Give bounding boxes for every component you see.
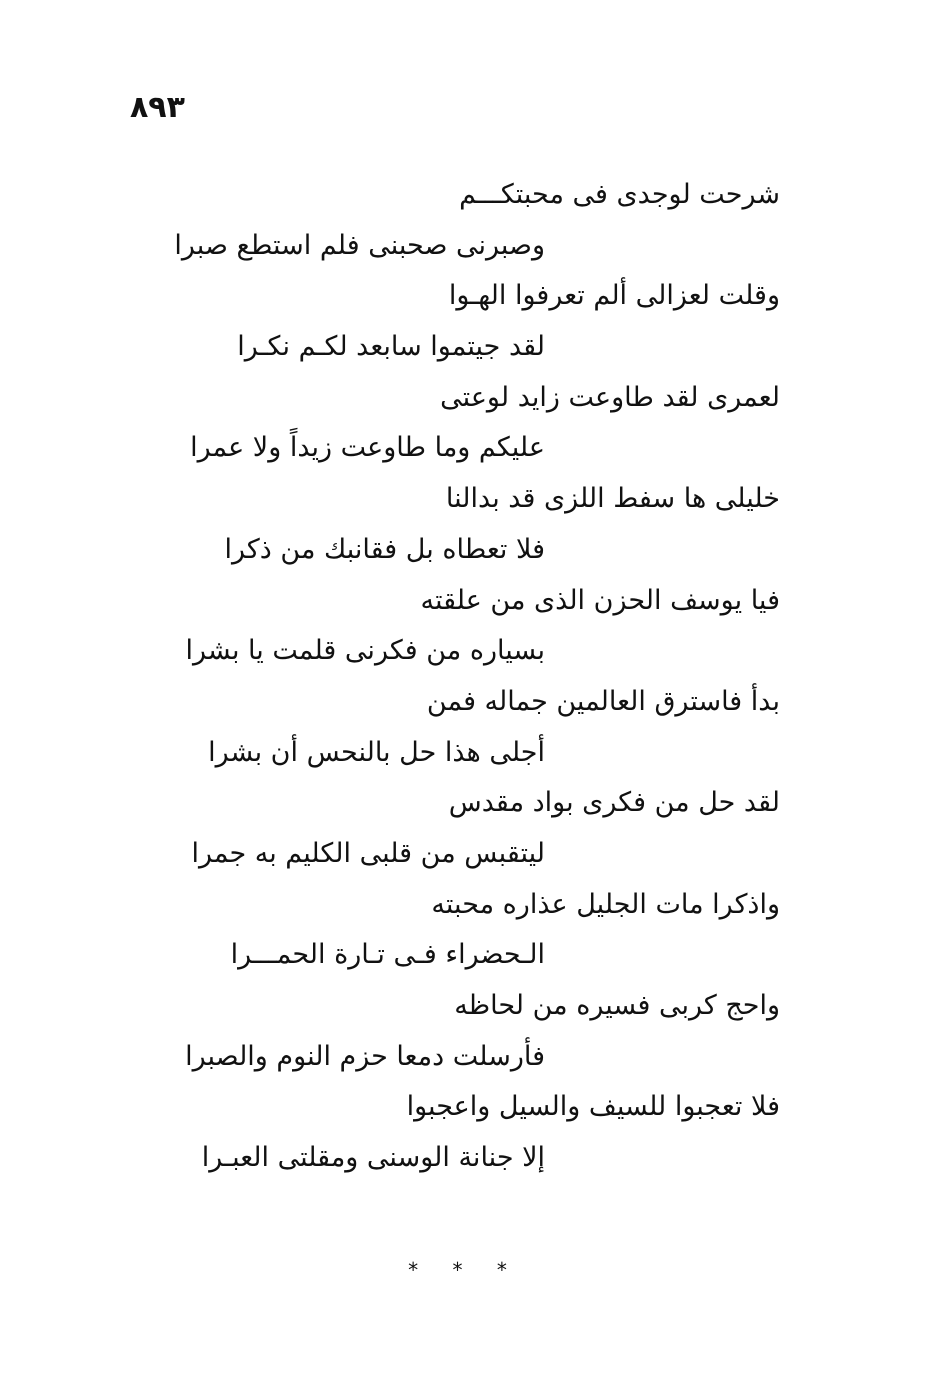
verse-line: وصبرنى صحبنى فلم استطع صبرا — [174, 229, 545, 261]
verse-line: فلا تعطاه بل فقانبك من ذكرا — [224, 533, 545, 565]
verse-line: فيا يوسف الحزن الذى من علقته — [420, 584, 780, 616]
verse-line: لقد جيتموا سابعد لكـم نكـرا — [237, 331, 545, 363]
verse-line: الـحضراء فـى تـارة الحمـــرا — [230, 939, 545, 971]
verse-line: شرحت لوجدى فى محبتكـــم — [459, 179, 780, 210]
page-number: ٨٩٣ — [130, 90, 185, 125]
verse-line: فأرسلت دمعا حزم النوم والصبرا — [185, 1040, 545, 1072]
verse-line: خليلى ها سفط اللزى قد بدالنا — [445, 483, 780, 515]
verse-line: فلا تعجبوا للسيف والسيل واعجبوا — [406, 1091, 780, 1123]
verse-line: بدأ فاسترق العالمين جماله فمن — [426, 685, 780, 717]
verse-line: لقد حل من فكرى بواد مقدس — [448, 787, 780, 819]
section-ornament: * * * — [408, 1258, 521, 1282]
verse-line: ليتقبس من قلبى الكليم به جمرا — [191, 837, 545, 869]
verse-line: وقلت لعزالى ألم تعرفوا الهـوا — [448, 280, 780, 312]
verse-line: عليكم وما طاوعت زيداً ولا عمرا — [190, 432, 545, 464]
verse-line: لعمرى لقد طاوعت زايد لوعتى — [440, 381, 780, 413]
verse-line: واحج كربى فسيره من لحاظه — [454, 990, 780, 1021]
verse-line: أجلى هذا حل بالنحس أن بشرا — [208, 736, 545, 768]
verse-line: إلا جنانة الوسنى ومقلتى العبـرا — [201, 1142, 545, 1174]
verse-line: واذكرا مات الجليل عذاره محبته — [431, 888, 780, 920]
verse-line: بسياره من فكرنى قلمت يا بشرا — [185, 635, 545, 667]
poem-body — [160, 170, 790, 1184]
